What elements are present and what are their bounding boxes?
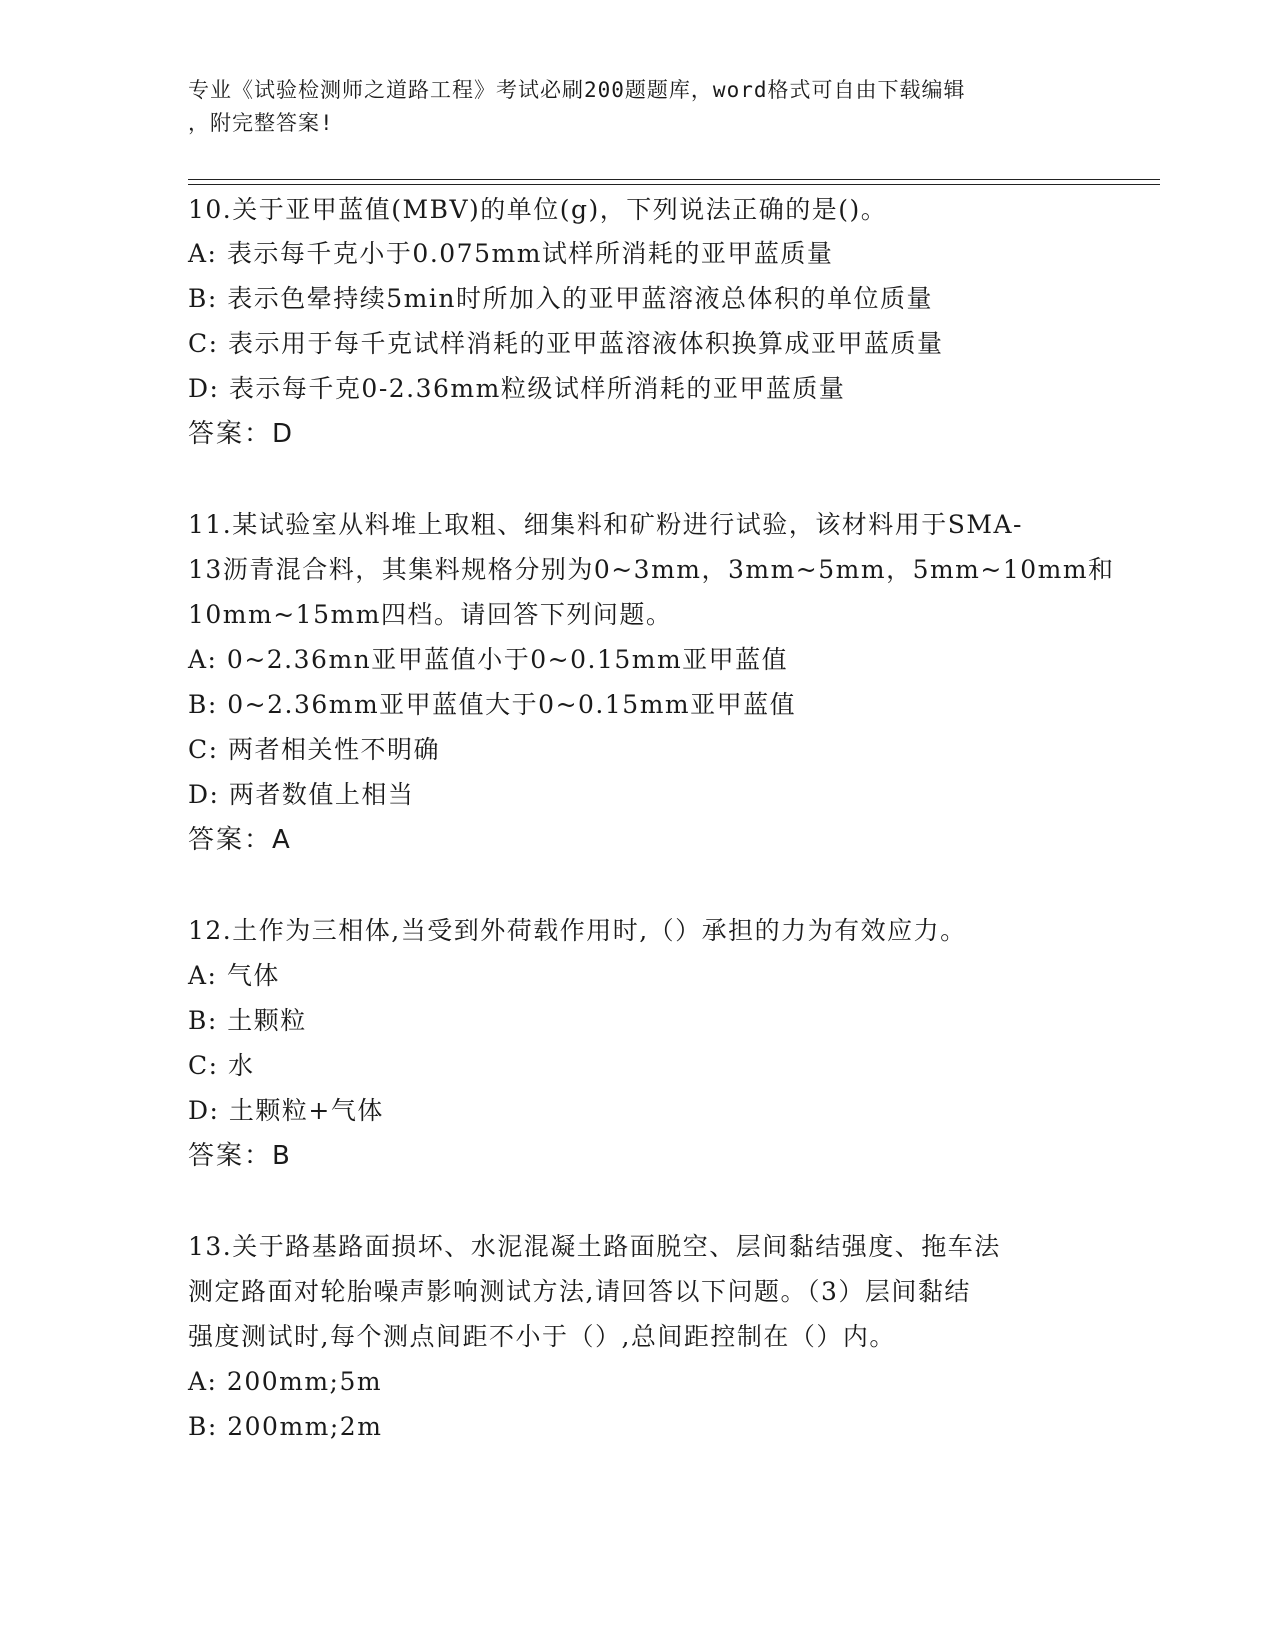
- question-12-option-b: B: 土颗粒: [188, 1006, 307, 1035]
- question-11-stem-line-3: 10mm~15mm四档。请回答下列问题。: [188, 600, 673, 629]
- question-12-stem: 12.土作为三相体,当受到外荷载作用时,（）承担的力为有效应力。: [188, 916, 967, 945]
- header-divider-bottom: [188, 184, 1160, 185]
- question-13-stem-line-1: 13.关于路基路面损坏、水泥混凝土路面脱空、层间黏结强度、拖车法: [188, 1232, 1001, 1261]
- question-12-answer: 答案：B: [188, 1141, 292, 1171]
- question-11-stem-line-1: 11.某试验室从料堆上取粗、细集料和矿粉进行试验，该材料用于SMA-: [188, 510, 1023, 539]
- question-11-option-a: A: 0~2.36mn亚甲蓝值小于0~0.15mm亚甲蓝值: [188, 645, 789, 674]
- question-10-option-a: A: 表示每千克小于0.075mm试样所消耗的亚甲蓝质量: [188, 239, 834, 268]
- question-13-option-b: B: 200mm;2m: [188, 1412, 383, 1441]
- question-13-option-a: A: 200mm;5m: [188, 1367, 383, 1396]
- question-12-option-a: A: 气体: [188, 961, 280, 990]
- header-line-1: 专业《试验检测师之道路工程》考试必刷200题题库，word格式可自由下载编辑: [188, 78, 966, 102]
- question-11-answer: 答案：A: [188, 825, 292, 855]
- question-13-stem-line-3: 强度测试时,每个测点间距不小于（）,总间距控制在（）内。: [188, 1322, 896, 1351]
- question-10-option-d: D: 表示每千克0-2.36mm粒级试样所消耗的亚甲蓝质量: [188, 374, 846, 403]
- question-10-option-c: C: 表示用于每千克试样消耗的亚甲蓝溶液体积换算成亚甲蓝质量: [188, 329, 944, 358]
- header-divider-top: [188, 179, 1160, 180]
- question-11-stem-line-2: 13沥青混合料，其集料规格分别为0~3mm，3mm~5mm，5mm~10mm和: [188, 555, 1115, 584]
- question-11-option-b: B: 0~2.36mm亚甲蓝值大于0~0.15mm亚甲蓝值: [188, 690, 797, 719]
- question-13-stem-line-2: 测定路面对轮胎噪声影响测试方法,请回答以下问题。（3）层间黏结: [188, 1277, 971, 1306]
- question-11-option-d: D: 两者数值上相当: [188, 780, 415, 809]
- question-11-option-c: C: 两者相关性不明确: [188, 735, 440, 764]
- question-10-stem: 10.关于亚甲蓝值(MBV)的单位(g)，下列说法正确的是()。: [188, 195, 888, 224]
- question-10-option-b: B: 表示色晕持续5min时所加入的亚甲蓝溶液总体积的单位质量: [188, 284, 933, 313]
- question-12-option-d: D: 土颗粒+气体: [188, 1096, 384, 1125]
- question-10-answer: 答案：D: [188, 419, 295, 449]
- document-header: [188, 74, 1088, 140]
- question-12-option-c: C: 水: [188, 1051, 255, 1080]
- header-line-2: ，附完整答案!: [188, 111, 334, 135]
